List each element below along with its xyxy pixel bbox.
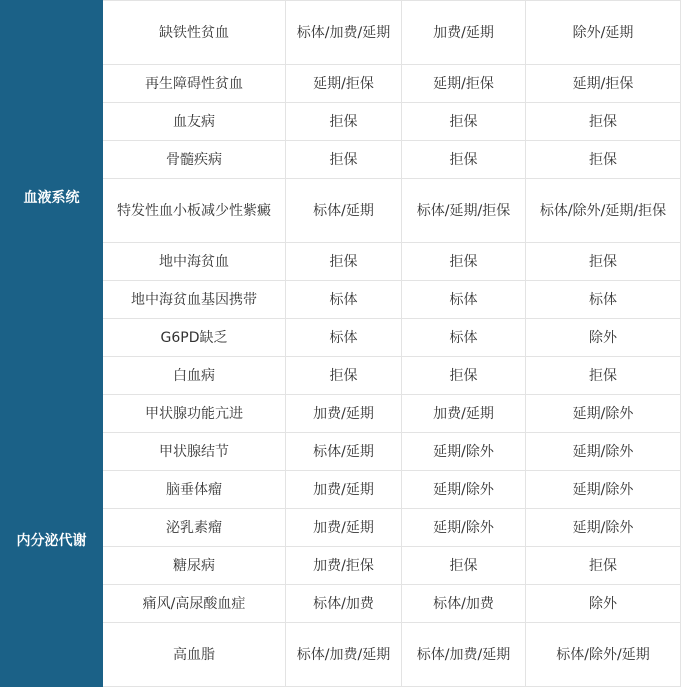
result-cell: 拒保	[286, 103, 402, 141]
result-cell: 拒保	[286, 357, 402, 395]
table-row	[1, 281, 681, 319]
disease-name: 痛风/高尿酸血症	[103, 585, 286, 623]
result-cell: 延期/拒保	[402, 65, 526, 103]
table-row	[1, 509, 681, 547]
result-cell: 加费/延期	[286, 509, 402, 547]
result-cell: 拒保	[526, 547, 681, 585]
result-cell: 拒保	[402, 243, 526, 281]
result-cell: 拒保	[402, 357, 526, 395]
disease-name: 甲状腺结节	[103, 433, 286, 471]
result-cell: 标体/延期	[286, 179, 402, 243]
result-cell: 拒保	[402, 103, 526, 141]
result-cell: 标体/除外/延期/拒保	[526, 179, 681, 243]
result-cell: 加费/拒保	[286, 547, 402, 585]
category-cell: 血液系统	[1, 1, 103, 395]
result-cell: 标体/加费/延期	[402, 623, 526, 687]
result-cell: 拒保	[526, 103, 681, 141]
result-cell: 标体/加费	[286, 585, 402, 623]
result-cell: 标体/加费	[402, 585, 526, 623]
result-cell: 延期/拒保	[526, 65, 681, 103]
result-cell: 标体	[402, 281, 526, 319]
table-row	[1, 585, 681, 623]
result-cell: 加费/延期	[286, 395, 402, 433]
table-row	[1, 243, 681, 281]
result-cell: 延期/除外	[526, 395, 681, 433]
result-cell: 标体/加费/延期	[286, 623, 402, 687]
result-cell: 延期/除外	[402, 471, 526, 509]
table-row	[1, 547, 681, 585]
result-cell: 标体	[402, 319, 526, 357]
result-cell: 拒保	[402, 141, 526, 179]
result-cell: 拒保	[526, 243, 681, 281]
table-row	[1, 471, 681, 509]
table-row	[1, 65, 681, 103]
disease-name: 血友病	[103, 103, 286, 141]
table-row	[1, 395, 681, 433]
disease-name: 再生障碍性贫血	[103, 65, 286, 103]
result-cell: 延期/拒保	[286, 65, 402, 103]
disease-name: 糖尿病	[103, 547, 286, 585]
result-cell: 标体	[286, 319, 402, 357]
result-cell: 标体/加费/延期	[286, 1, 402, 65]
result-cell: 拒保	[286, 243, 402, 281]
result-cell: 除外	[526, 319, 681, 357]
result-cell: 加费/延期	[402, 1, 526, 65]
table-row	[1, 357, 681, 395]
result-cell: 除外	[526, 585, 681, 623]
disease-name: 脑垂体瘤	[103, 471, 286, 509]
table-row	[1, 319, 681, 357]
result-cell: 拒保	[526, 141, 681, 179]
disease-name: 高血脂	[103, 623, 286, 687]
result-cell: 除外/延期	[526, 1, 681, 65]
table-row	[1, 141, 681, 179]
result-cell: 拒保	[526, 357, 681, 395]
result-cell: 标体/延期	[286, 433, 402, 471]
disease-name: 泌乳素瘤	[103, 509, 286, 547]
disease-name: 地中海贫血基因携带	[103, 281, 286, 319]
disease-name: 骨髓疾病	[103, 141, 286, 179]
disease-name: 白血病	[103, 357, 286, 395]
disease-name: 特发性血小板减少性紫癜	[103, 179, 286, 243]
table-row	[1, 103, 681, 141]
result-cell: 延期/除外	[526, 471, 681, 509]
disease-name: 缺铁性贫血	[103, 1, 286, 65]
result-cell: 加费/延期	[286, 471, 402, 509]
result-cell: 标体/延期/拒保	[402, 179, 526, 243]
result-cell: 标体/除外/延期	[526, 623, 681, 687]
disease-name: 甲状腺功能亢进	[103, 395, 286, 433]
result-cell: 加费/延期	[402, 395, 526, 433]
disease-name: 地中海贫血	[103, 243, 286, 281]
table-row	[1, 179, 681, 243]
result-cell: 延期/除外	[526, 433, 681, 471]
result-cell: 延期/除外	[402, 509, 526, 547]
category-cell: 内分泌代谢	[1, 395, 103, 687]
result-cell: 拒保	[402, 547, 526, 585]
table-row	[1, 433, 681, 471]
result-cell: 延期/除外	[526, 509, 681, 547]
result-cell: 标体	[286, 281, 402, 319]
table-row	[1, 623, 681, 687]
disease-name: G6PD缺乏	[103, 319, 286, 357]
result-cell: 拒保	[286, 141, 402, 179]
table-row	[1, 1, 681, 65]
result-cell: 延期/除外	[402, 433, 526, 471]
result-cell: 标体	[526, 281, 681, 319]
